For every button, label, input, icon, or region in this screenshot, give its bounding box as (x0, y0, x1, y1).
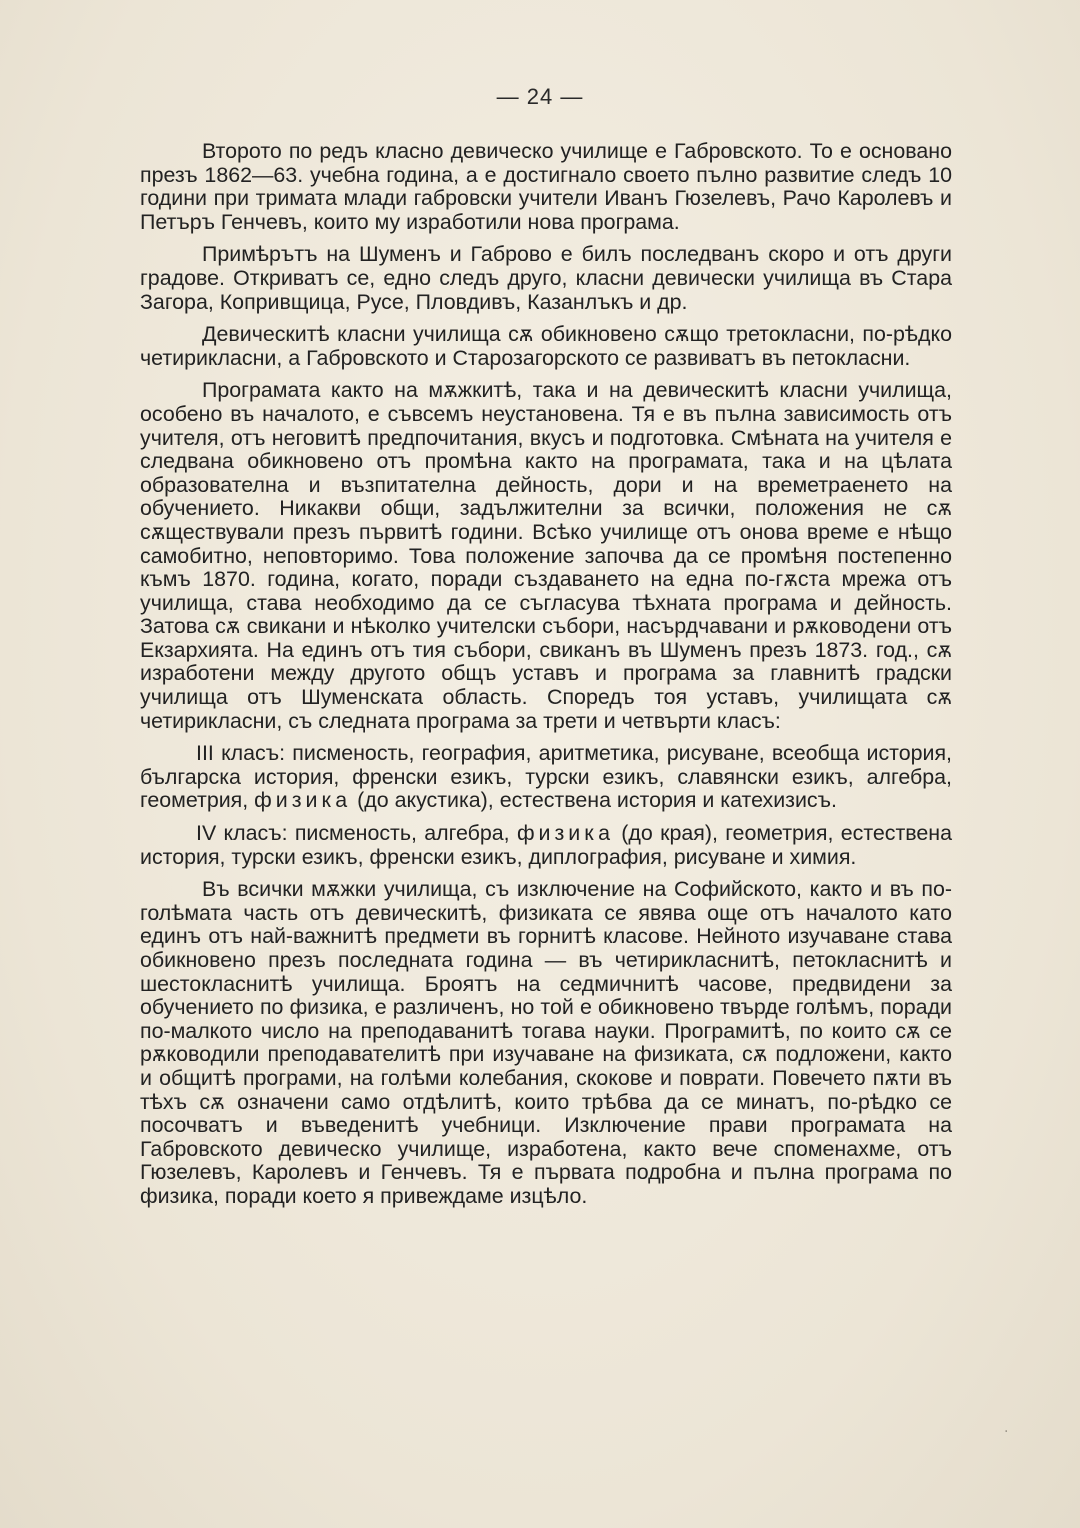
class-four-physics-emphasis: физика (516, 821, 614, 846)
paragraph-class-three (140, 742, 952, 813)
class-four-before: IV класъ: писменость, алгебра, (196, 821, 510, 846)
class-three-before: III класъ: писменость, география, аритметика, рисуване, всеобща история, българска история, френски езикъ, турски езикъ, славянски езикъ, алгебра, геометрия, (140, 741, 952, 813)
page-number: — 24 — (496, 84, 584, 109)
paragraph-physics-teaching: Въ всички мѫжки училища, съ изключение на Софийското, както и въ по-голѣмата часть отъ девическитѣ, физиката се явява още отъ началото като единъ отъ най-важнитѣ предмети въ горнитѣ класове. Нейното изучаване става обикновено презъ последната година — въ четирикласнитѣ, петокласнитѣ и шестокласнитѣ училища. Броятъ на седмичнитѣ часове, предвидени за обучението по физика, е различенъ, но той е обикновено твърде голѣмъ, поради по-малкото число на преподаванитѣ тогава науки. Програмитѣ, по които сѫ се рѫководили преподавателитѣ при изучаване на физиката, сѫ подложени, както и общитѣ програми, на голѣми колебания, скокове и поврати. Повечето пѫти въ тѣхъ сѫ означени само отдѣлитѣ, които трѣбва да се минатъ, по-рѣдко се посочватъ и въведенитѣ учебници. Изключение прави програмата на Габровското девическо училище, изработена, както вече споменахме, отъ Гюзелевъ, Каролевъ и Генчевъ. Тя е първата подробна и пълна програма по физика, поради което я привеждаме изцѣло. (140, 877, 952, 1208)
paragraph-other-towns: Примѣрътъ на Шуменъ и Габрово е билъ последванъ скоро и отъ други градове. Откриватъ се, едно следъ друго, класни девически училища въ Стара Загора, Копривщица, Русе, Пловдивъ, Казанлъкъ и др. (140, 242, 952, 314)
class-three-after: (до акустика), естествена история и катехизисъ. (357, 788, 837, 813)
body-text (140, 140, 952, 1218)
paragraph-gabrovo-school: Второто по редъ класно девическо училище е Габровското. То е основано презъ 1862—63. учебна година, а е достигнало своето пълно развитие следъ 10 години при тримата млади габровски учители Иванъ Гюзелевъ, Рачо Каролевъ и Петъръ Генчевъ, които му изработили нова програма. (140, 139, 952, 234)
class-three-physics-emphasis: физика (254, 788, 352, 813)
paragraph-girls-schools: Девическитѣ класни училища сѫ обикновено сѫщо третокласни, по-рѣдко четирикласни, а Габровското и Старозагорското се развиватъ въ петокласни. (140, 322, 952, 370)
paragraph-curriculum: Програмата както на мѫжкитѣ, така и на девическитѣ класни училища, особено въ началото, е съвсемъ неустановена. Тя е въ пълна зависимость отъ учителя, отъ неговитѣ предпочитания, вкусъ и подготовка. Смѣната на учителя е следвана обикновено отъ промѣна както на програмата, така и на цѣлата образователна и възпитателна дейность, дори и на времетраенето на обучението. Никакви общи, задължителни за всички, положения не сѫ сѫществували презъ първитѣ години. Всѣко училище отъ онова време е нѣщо самобитно, неповторимо. Това положение започва да се промѣня постепенно къмъ 1870. година, когато, поради създаването на една по-гѫста мрежа отъ училища, става необходимо да се съгласува тѣхната програма и дейность. Затова сѫ свикани и нѣколко учителски събори, насърдчавани и рѫководени отъ Екзархията. На единъ отъ тия събори, свиканъ въ Шуменъ презъ 1873. год., сѫ изработени между другото общъ уставъ и програма за главнитѣ градски училища отъ Шуменската область. Споредъ тоя уставъ, училищата сѫ четирикласни, съ следната програма за трети и четвърти класъ: (140, 378, 952, 733)
corner-mark-decoration: · (1004, 1424, 1009, 1440)
paragraph-class-four (140, 822, 952, 869)
class-four-after: (до края), геометрия, естествена история, турски езикъ, френски езикъ, диплография, рисуване и химия. (140, 821, 952, 869)
